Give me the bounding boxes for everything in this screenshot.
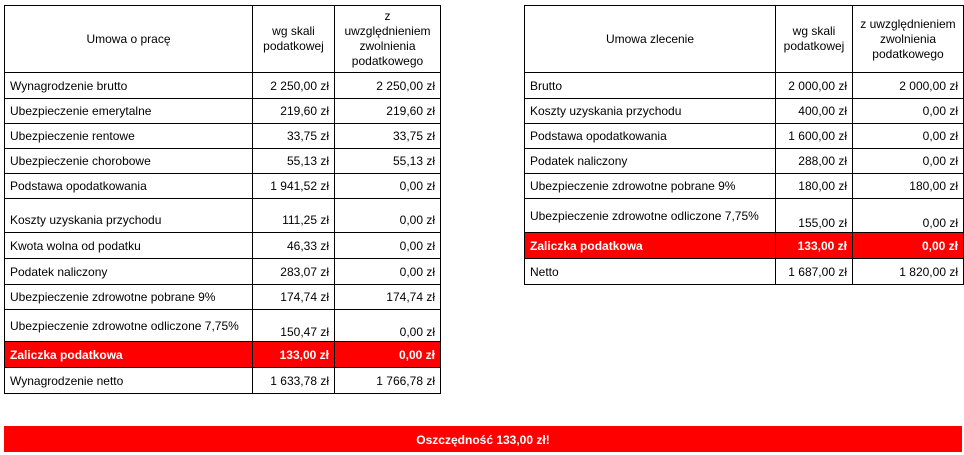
exemption-value: 174,74 zł <box>335 285 441 310</box>
tax-scale-value: 33,75 zł <box>253 124 335 149</box>
exemption-value: 0,00 zł <box>335 174 441 199</box>
row-label: Kwota wolna od podatku <box>5 233 253 259</box>
row-label: Brutto <box>525 73 776 99</box>
exemption-value: 2 250,00 zł <box>335 73 441 99</box>
table-row-highlighted <box>5 342 441 368</box>
tax-scale-value: 155,00 zł <box>776 199 853 233</box>
table-header-row <box>5 6 441 73</box>
header-cell: z uwzględnieniem zwolnienia podatkowego <box>335 6 441 73</box>
exemption-value: 0,00 zł <box>853 149 964 174</box>
tax-scale-value: 150,47 zł <box>253 310 335 342</box>
tax-scale-value: 180,00 zł <box>776 174 853 199</box>
exemption-value: 55,13 zł <box>335 149 441 174</box>
row-label: Ubezpieczenie zdrowotne pobrane 9% <box>525 174 776 199</box>
table-row-highlighted <box>525 233 964 259</box>
table-row <box>5 368 441 394</box>
header-cell: Umowa o pracę <box>5 6 253 73</box>
exemption-value: 0,00 zł <box>853 199 964 233</box>
exemption-value: 2 000,00 zł <box>853 73 964 99</box>
tax-scale-value: 133,00 zł <box>776 233 853 259</box>
header-cell: wg skali podatkowej <box>776 6 853 73</box>
table-header-row <box>525 6 964 73</box>
header-cell: wg skali podatkowej <box>253 6 335 73</box>
tax-scale-value: 1 687,00 zł <box>776 259 853 285</box>
exemption-value: 0,00 zł <box>335 310 441 342</box>
table-row <box>5 285 441 310</box>
exemption-value: 0,00 zł <box>853 233 964 259</box>
exemption-value: 0,00 zł <box>335 199 441 233</box>
tax-scale-value: 400,00 zł <box>776 99 853 124</box>
table-row <box>5 73 441 99</box>
row-label: Ubezpieczenie rentowe <box>5 124 253 149</box>
tax-scale-value: 133,00 zł <box>253 342 335 368</box>
tax-scale-value: 1 941,52 zł <box>253 174 335 199</box>
exemption-value: 0,00 zł <box>335 342 441 368</box>
tax-scale-value: 174,74 zł <box>253 285 335 310</box>
tax-scale-value: 111,25 zł <box>253 199 335 233</box>
saving-banner: Oszczędność 133,00 zł! <box>4 426 962 452</box>
row-label: Ubezpieczenie zdrowotne odliczone 7,75% <box>525 199 776 233</box>
exemption-value: 1 766,78 zł <box>335 368 441 394</box>
table-row <box>5 259 441 285</box>
table-row <box>525 149 964 174</box>
table-row <box>525 99 964 124</box>
tax-scale-value: 288,00 zł <box>776 149 853 174</box>
table-row <box>5 199 441 233</box>
table-row <box>525 124 964 149</box>
row-label: Ubezpieczenie chorobowe <box>5 149 253 174</box>
tax-scale-value: 283,07 zł <box>253 259 335 285</box>
row-label: Ubezpieczenie zdrowotne pobrane 9% <box>5 285 253 310</box>
exemption-value: 1 820,00 zł <box>853 259 964 285</box>
exemption-value: 0,00 zł <box>335 259 441 285</box>
exemption-value: 180,00 zł <box>853 174 964 199</box>
row-label: Podstawa opodatkowania <box>525 124 776 149</box>
tax-scale-value: 2 000,00 zł <box>776 73 853 99</box>
row-label: Zaliczka podatkowa <box>5 342 253 368</box>
table-row <box>5 99 441 124</box>
row-label: Koszty uzyskania przychodu <box>525 99 776 124</box>
table-row <box>5 174 441 199</box>
table-row <box>5 310 441 342</box>
employment-contract-table <box>4 5 441 394</box>
table-row <box>5 233 441 259</box>
mandate-contract-table <box>524 5 964 285</box>
table-row <box>525 199 964 233</box>
row-label: Netto <box>525 259 776 285</box>
tax-scale-value: 2 250,00 zł <box>253 73 335 99</box>
exemption-value: 219,60 zł <box>335 99 441 124</box>
header-cell: Umowa zlecenie <box>525 6 776 73</box>
table-row <box>525 174 964 199</box>
tax-scale-value: 1 600,00 zł <box>776 124 853 149</box>
tax-scale-value: 219,60 zł <box>253 99 335 124</box>
row-label: Podatek naliczony <box>525 149 776 174</box>
row-label: Zaliczka podatkowa <box>525 233 776 259</box>
table-row <box>5 149 441 174</box>
tax-scale-value: 46,33 zł <box>253 233 335 259</box>
row-label: Ubezpieczenie zdrowotne odliczone 7,75% <box>5 310 253 342</box>
row-label: Wynagrodzenie netto <box>5 368 253 394</box>
table-row <box>5 124 441 149</box>
exemption-value: 33,75 zł <box>335 124 441 149</box>
row-label: Wynagrodzenie brutto <box>5 73 253 99</box>
tax-scale-value: 55,13 zł <box>253 149 335 174</box>
table-row <box>525 73 964 99</box>
row-label: Koszty uzyskania przychodu <box>5 199 253 233</box>
exemption-value: 0,00 zł <box>853 124 964 149</box>
row-label: Podatek naliczony <box>5 259 253 285</box>
row-label: Ubezpieczenie emerytalne <box>5 99 253 124</box>
tax-scale-value: 1 633,78 zł <box>253 368 335 394</box>
exemption-value: 0,00 zł <box>335 233 441 259</box>
row-label: Podstawa opodatkowania <box>5 174 253 199</box>
exemption-value: 0,00 zł <box>853 99 964 124</box>
table-row <box>525 259 964 285</box>
header-cell: z uwzględnieniem zwolnienia podatkowego <box>853 6 964 73</box>
